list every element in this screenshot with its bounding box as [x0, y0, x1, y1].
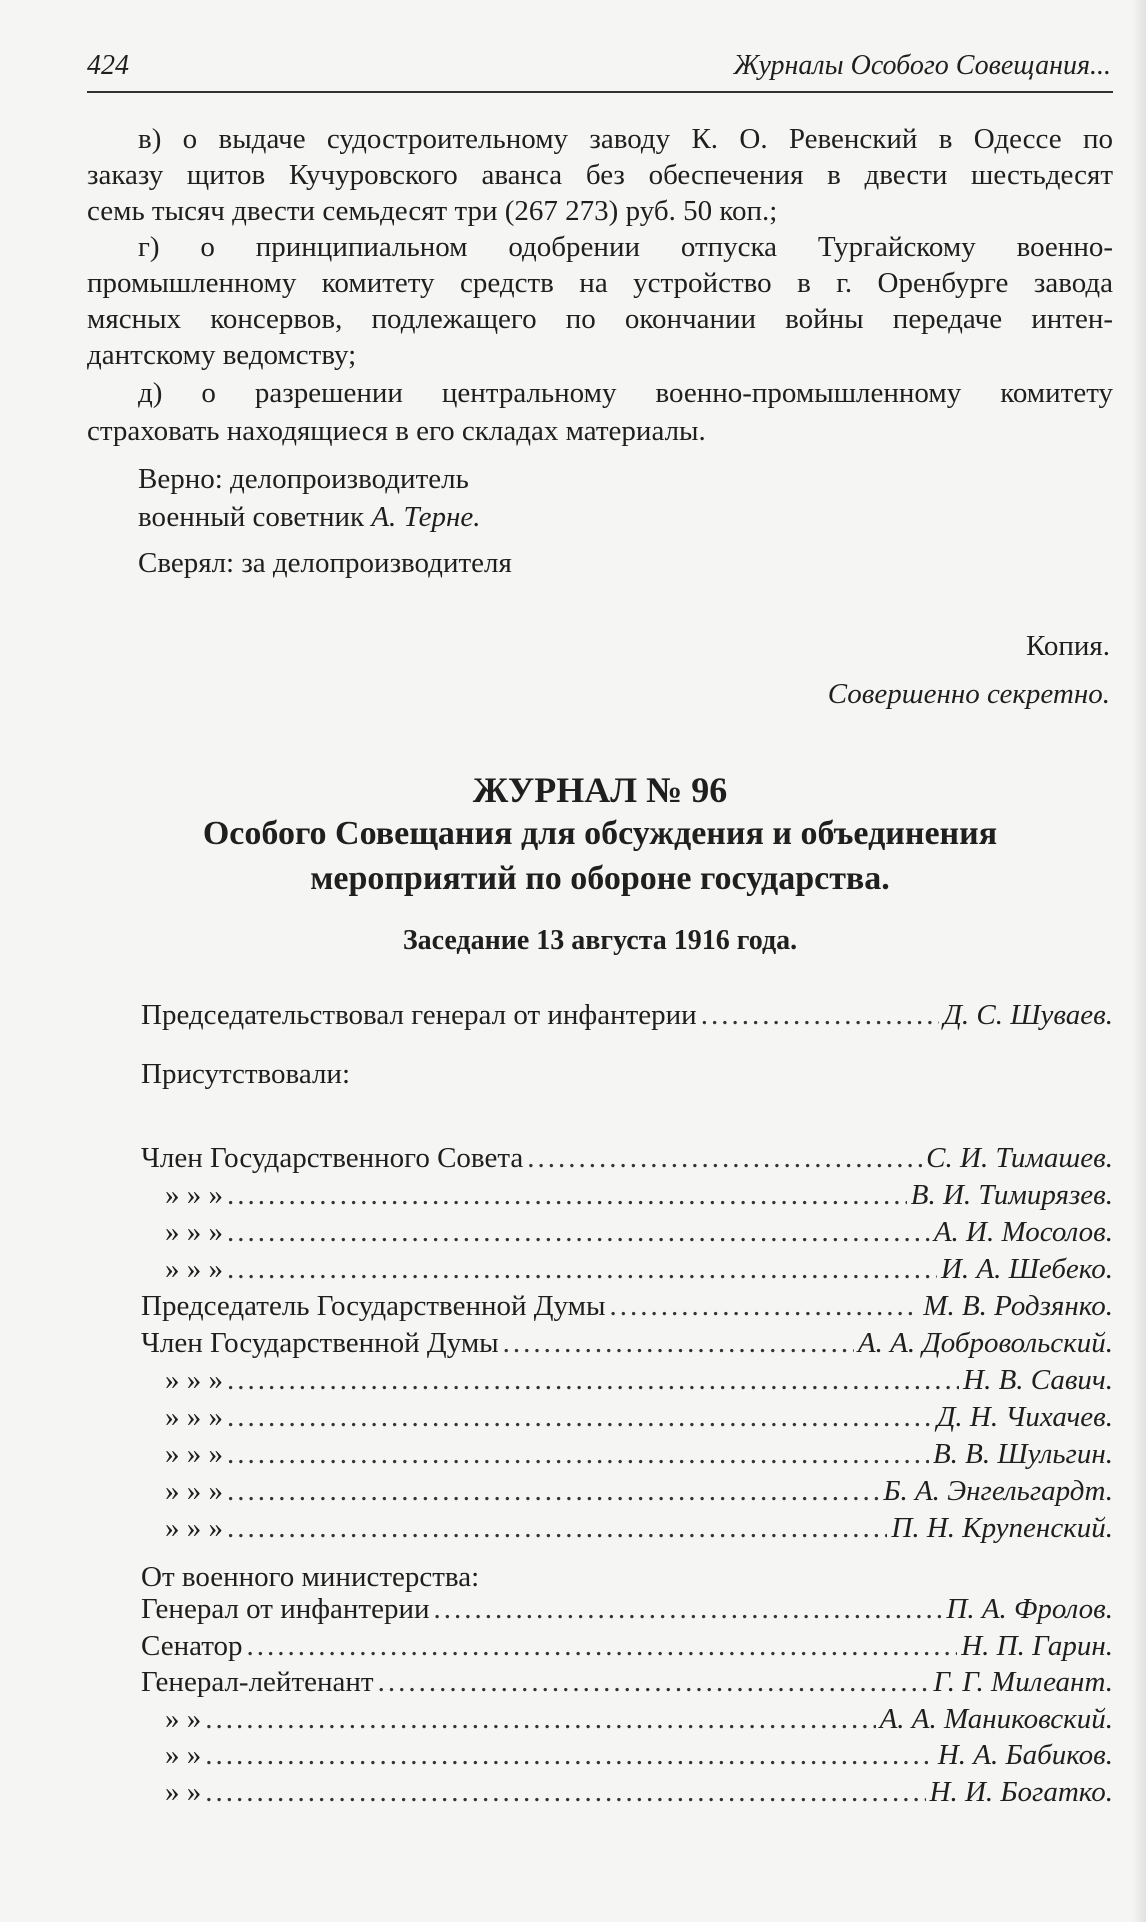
attendee-row — [141, 1701, 1113, 1737]
attendee-row — [141, 1737, 1113, 1773]
copy-mark: Копия. — [1025, 630, 1110, 662]
attendee-role: » » » — [165, 1179, 223, 1211]
attendee-row — [141, 1362, 1113, 1398]
signature-name: А. Терне. — [371, 501, 481, 533]
attendee-name: Д. Н. Чихачев. — [936, 1401, 1113, 1433]
attendee-role: Председатель Государственной Думы — [141, 1290, 606, 1322]
attendee-name: П. А. Фролов. — [946, 1593, 1113, 1625]
attendee-row — [141, 1473, 1113, 1509]
attendee-row — [141, 1510, 1113, 1546]
attendee-role: Генерал от инфантерии — [141, 1593, 430, 1625]
paragraph-line: в) о выдаче судостроительному заводу К. О. Ревенский в Одессе по — [138, 123, 1113, 155]
attendee-role: » » » — [165, 1401, 223, 1433]
dot-leader — [527, 1140, 922, 1176]
attendee-row — [141, 1436, 1113, 1472]
attendee-row — [141, 1628, 1113, 1664]
attendee-name: М. В. Родзянко. — [923, 1290, 1113, 1322]
dot-leader — [227, 1214, 930, 1250]
attendee-name: Б. А. Энгельгардт. — [883, 1475, 1113, 1507]
chair-role: Председательствовал генерал от инфантерии — [141, 999, 697, 1031]
attendee-name: В. В. Шульгин. — [932, 1438, 1113, 1470]
attendee-row — [141, 1399, 1113, 1435]
attendee-name: Н. П. Гарин. — [961, 1629, 1113, 1662]
signature-line-3: Сверял: за делопроизводителя — [138, 547, 512, 579]
attendee-name: С. И. Тимашев. — [926, 1142, 1113, 1174]
attendee-role: » » » — [165, 1438, 223, 1470]
journal-title: ЖУРНАЛ № 96 — [472, 770, 728, 810]
attendee-row — [141, 1774, 1113, 1810]
attendee-role: » » » — [165, 1512, 223, 1544]
dot-leader — [205, 1701, 875, 1737]
attendee-row — [141, 1591, 1113, 1627]
attendee-name: Н. А. Бабиков. — [937, 1739, 1113, 1771]
attendee-name: Н. И. Богатко. — [929, 1775, 1113, 1808]
attendee-name: И. А. Шебеко. — [940, 1253, 1113, 1285]
dot-leader — [227, 1510, 887, 1546]
paragraph-line: семь тысяч двести семьдесят три (267 273) руб. 50 коп.; — [87, 195, 778, 227]
attendee-name: Н. В. Савич. — [963, 1364, 1113, 1396]
attendee-role: » » » — [165, 1475, 223, 1507]
chair-name: Д. С. Шуваев. — [943, 999, 1113, 1031]
attendee-row — [141, 1140, 1113, 1176]
header-rule — [87, 91, 1113, 93]
attendee-row — [141, 1214, 1113, 1250]
attendee-role: » » » — [165, 1216, 223, 1248]
dot-leader — [503, 1325, 854, 1361]
paragraph-line: страховать находящиеся в его складах материалы. — [87, 415, 706, 447]
dot-leader — [701, 997, 940, 1033]
paragraph-line: д) о разрешении центральному военно-промышленному комитету — [138, 377, 1113, 409]
attendee-name: А. А. Маниковский. — [879, 1702, 1113, 1735]
attendee-row — [141, 1664, 1113, 1700]
attendee-name: А. А. Добровольский. — [857, 1327, 1113, 1359]
attendee-role: Генерал-лейтенант — [141, 1666, 374, 1698]
signature-line-2 — [138, 499, 481, 535]
journal-subtitle-2: мероприятий по обороне государства. — [310, 860, 890, 897]
page-edge-shadow — [1132, 0, 1146, 1922]
dot-leader — [227, 1362, 959, 1398]
attendee-role: » » — [165, 1775, 202, 1808]
attendee-role: Сенатор — [141, 1629, 243, 1662]
dot-leader — [227, 1177, 907, 1213]
paragraph-line: мясных консервов, подлежащего по окончании войны передаче интен- — [87, 303, 1113, 335]
session-date: Заседание 13 августа 1916 года. — [402, 925, 798, 956]
dot-leader — [227, 1436, 929, 1472]
attendee-role: » » » — [165, 1364, 223, 1396]
dot-leader — [378, 1664, 930, 1700]
paragraph-line: г) о принципиальном одобрении отпуска Тургайскому военно- — [138, 231, 1113, 263]
signature-line-1: Верно: делопроизводитель — [138, 463, 469, 495]
attendee-role: » » — [165, 1702, 202, 1735]
present-label: Присутствовали: — [141, 1058, 351, 1090]
dot-leader — [609, 1288, 919, 1324]
dot-leader — [205, 1737, 934, 1773]
running-title: Журналы Особого Совещания... — [733, 50, 1111, 81]
attendee-row — [141, 1288, 1113, 1324]
attendee-name: Г. Г. Милеант. — [933, 1666, 1113, 1698]
attendee-role: » » — [165, 1739, 202, 1771]
paragraph-line: дантскому ведомству; — [87, 339, 357, 371]
attendee-role: Член Государственной Думы — [141, 1327, 499, 1359]
ministry-label: От военного министерства: — [141, 1561, 480, 1593]
secrecy-mark: Совершенно секретно. — [827, 678, 1110, 710]
dot-leader — [227, 1473, 879, 1509]
attendee-name: П. Н. Крупенский. — [891, 1512, 1113, 1544]
attendee-role: » » » — [165, 1253, 223, 1285]
attendee-name: В. И. Тимирязев. — [910, 1179, 1113, 1211]
page-number: 424 — [87, 50, 129, 81]
dot-leader — [205, 1774, 925, 1810]
dot-leader — [227, 1399, 933, 1435]
dot-leader — [227, 1251, 937, 1287]
signature-title: военный советник — [138, 501, 372, 533]
dot-leader — [247, 1628, 958, 1664]
journal-subtitle-1: Особого Совещания для обсуждения и объединения — [202, 815, 998, 852]
attendee-name: А. И. Мосолов. — [933, 1216, 1113, 1248]
attendee-row — [141, 1251, 1113, 1287]
attendee-row — [141, 1177, 1113, 1213]
attendee-row — [141, 1325, 1113, 1361]
chair-row — [141, 997, 1113, 1033]
paragraph-line: промышленному комитету средств на устройство в г. Оренбурге завода — [87, 267, 1113, 299]
dot-leader — [434, 1591, 943, 1627]
attendee-role: Член Государственного Совета — [141, 1142, 524, 1174]
paragraph-line: заказу щитов Кучуровского аванса без обеспечения в двести шестьдесят — [87, 159, 1113, 191]
